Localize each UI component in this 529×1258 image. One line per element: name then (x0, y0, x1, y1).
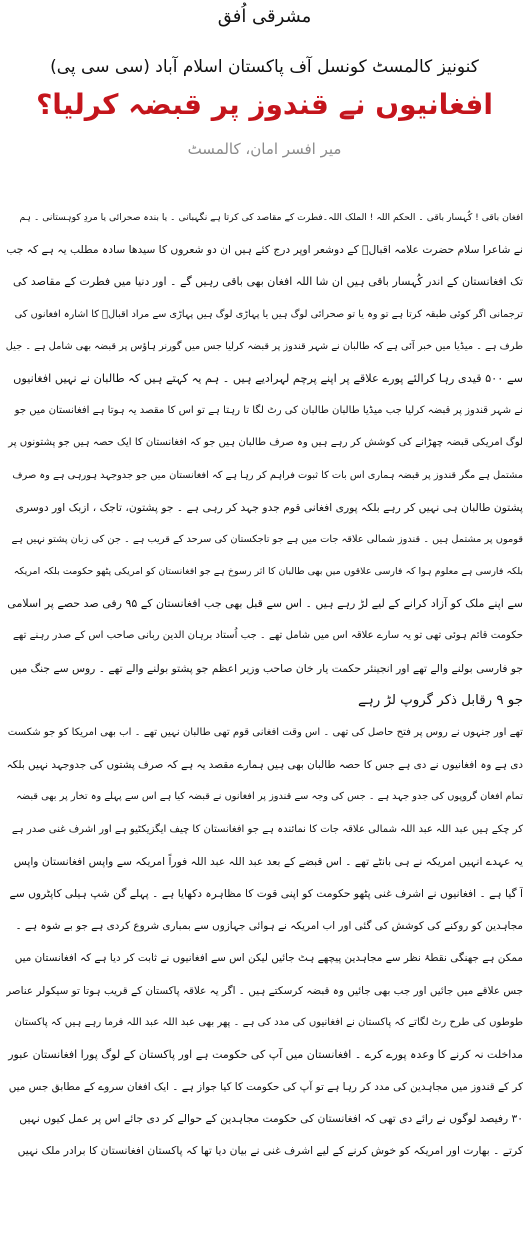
article-line: ترجمانی اگر کوئی طبقہ کرتا ہے تو وہ یا تو صحرائی لوگ ہیں یا پہاڑی لوگ ہیں پہاڑی سے مراد اقبالؒ کا اشارہ افغانوں کی (14, 308, 523, 320)
article-line: سے اپنے ملک کو آزاد کرانے کے لیے لڑ رہے ہیں ۔ اس سے قبل بھی جب افغانستان کے ۹۵ رفی صد حصے پر اسلامی (7, 597, 523, 611)
article-line: قوموں پر مشتمل ہیں ۔ قندوز شمالی علاقہ جات میں ہے جو تاجکستان کی سرحد کے قریب ہے ۔ جن کی زبان پشتو نہیں ہے (11, 533, 523, 545)
article-line: مداخلت نہ کرنے کا وعدہ پورے کرے ۔ افغانستان میں آپ کی حکومت ہے اور پاکستان کے لوگ پورا افغانستان عبور (8, 1047, 523, 1061)
article-line: لوگ امریکی قبضہ چھڑانے کی کوشش کر رہے ہیں وہ صرف طالبان ہیں جو کہ افغانستان کا ایک حصہ ہیں جو پشتونوں پر (8, 437, 523, 449)
article-line: جو ۹ رقابل ذکر گروپ لڑ رہے (358, 692, 523, 708)
article-line: کر چکے ہیں عبد اللہ عبد اللہ شمالی علاقہ جات کا نمائندہ ہے جو افغانستان کا چیف ایگزیکٹیو ہے اور اشرف غنی صدر ہے (11, 823, 523, 835)
article-line: پشتون طالبان ہی نہیں کر رہے بلکہ پوری افغانی قوم جدو جہد کر رہی ہے ۔ جو پشتون، تاجک ، ازبک اور دوسری (15, 500, 523, 514)
organization-name: کنونیز کالمسٹ کونسل آف پاکستان اسلام آباد (سی سی پی) (50, 57, 479, 77)
article-body (6, 202, 523, 1168)
article-line: جو فارسی بولنے والے تھے اور انجینئر حکمت یار خان صاحب وزیر اعظم جو پشتو بولنے والے تھے ۔ روس سے جنگ میں (10, 661, 523, 675)
article-line: مجاہدین کو روکنے کی کوشش کی گئی اور اب امریکہ نے ہوائی جہازوں سے بمباری شروع کردی ہے جو بے شوہ ہے ۔ (15, 920, 523, 933)
article-line: کر کے قندوز میں مجاہدین کی مدد کر رہا ہے تو آپ کی حکومت کا کیا جواز ہے ۔ ایک افغان سروے کے مطابق جس میں (8, 1081, 523, 1094)
article-line: آ گیا ہے ۔ افغانیوں نے اشرف غنی پٹھو حکومت کو اپنی قوت کا مظاہرہ دکھایا ہے ۔ پہلے گن شپ ہیلی کاپٹروں سے (9, 886, 523, 900)
article-line: ۳۰ رفیصد لوگوں نے رائے دی تھی کہ افغانستان کی حکومت مجاہدین کے حوالے کر دی جائے اس پر عمل کیوں نہیں (19, 1112, 523, 1126)
article-line: مشتمل ہے مگر قندوز پر قبضہ ہماری اس بات کا ثبوت فراہم کر رہا ہے کہ افغانستان میں جو جدوجہد ہورہی ہے وہ صرف (12, 469, 523, 481)
article-line: جس علاقے میں جائیں اور جب بھی جائیں وہ قبضہ کرسکتے ہیں ۔ اگر یہ علاقہ پاکستان کے قریب ہوتا تو سیکولر عناصر (6, 984, 523, 997)
article-line: طرف ہے ۔ میڈیا میں خبر آئی ہے کہ طالبان نے شہر قندوز پر قبضہ کرلیا جس میں گورنر ہاؤس پر قبضہ بھی شامل ہے ۔ جیل (6, 340, 523, 352)
article-line: بلکہ فارسی ہے معلوم ہوا کہ فارسی علاقوں میں بھی طالبان کا اثر رسوخ ہے جو افغانستان کو امریکی پٹھو حکومت بلکہ امریکہ (13, 566, 523, 578)
article-line: افغان باقی ! کُہسار باقی ۔ الحکم اللہ ! الملک اللہ۔فطرت کے مقاصد کی کرتا ہے نگہبانی ۔ یا بندہ صحرائی یا مردِ کوہستانی ۔ ہم (19, 212, 523, 223)
article-line: یہ عہدے انہیں امریکہ نے ہی بانٹے تھے ۔ اس قبضے کے بعد عبد اللہ عبد اللہ فوراً امریکہ سے واپس افغانستان واپس (13, 854, 523, 868)
column-series-title: مشرقی اُفق (217, 6, 312, 27)
article-line: دی ہے وہ افغانیوں نے دی ہے جس کا حصہ طالبان بھی ہیں ہمارے مقصد یہ ہے کہ صرف پشتوں کی جدوجہد نہیں بلکہ (6, 759, 523, 772)
article-line: ممکن ہے جھنگی نقطۂ نظر سے مجاہدین پیچھے ہٹ جائیں لیکن اس سے افغانیوں نے ثابت کر دیا ہے کہ افغانستان میں (14, 952, 523, 965)
article-line: سے ۵۰۰ قیدی رہا کرالئے پورے علاقے پر اپنے پرچم لہرادیے ہیں ۔ ہم یہ کہتے ہیں کہ طالبان نے نہیں افغانیوں (13, 371, 523, 385)
article-line: کرتے ۔ بھارت اور امریکہ کو خوش کرنے کے لیے اشرف غنی نے بیان دیا تھا کہ پاکستان افغانستان کا برادر ملک نہیں (17, 1144, 523, 1158)
author-byline: میر افسر امان، کالمسٹ (187, 140, 342, 158)
article-line: تک افغانستان کے اندر کُہسار باقی ہیں ان شا اللہ افغان بھی باقی رہیں گے ۔ اور دنیا میں فطرت کے مقاصد کی (12, 275, 523, 289)
article-line: نے شاعرا سلام حضرت علامہ اقبالؒ کے دوشعر اوپر درج کئے ہیں ان دو شعروں کا سیدھا سادہ مطلب یہ ہے کہ جب (6, 243, 523, 257)
article-line: نے شہر قندوز پر قبضہ کرلیا جب میڈیا طالبان طالبان کی رٹ لگا تا رہتا ہے تو اس کا مقصد یہ ہوتا ہے افغانستان میں جو (14, 405, 523, 417)
article-line: تمام افغان گروپوں کی جدو جہد ہے ۔ جس کی وجہ سے قندوز پر افغانوں نے قبضہ کیا ہے اس سے پہلے وہ تخار پر بھی قبضہ (16, 791, 523, 803)
article-headline: افغانیوں نے قندوز پر قبضہ کرلیا؟ (36, 88, 493, 121)
article-line: تھے اور جنہوں نے روس پر فتح حاصل کی تھی ۔ اس وقت افغانی قوم تھی طالبان نہیں تھے ۔ اب بھی امریکا کو جو شکست (7, 727, 523, 738)
article-line: طوطوں کی طرح رٹ لگاتے کہ پاکستان نے افغانیوں کی مدد کی ہے ۔ پھر بھی عبد اللہ عبد اللہ فرما رہے ہیں کہ پاکستان (14, 1016, 523, 1028)
article-line: حکومت قائم ہوئی تھی تو یہ سارے علاقہ اس میں شامل تھے ۔ جب اُستاد برہان الدین ربانی صاحب اس کے صدر رہنے تھے (13, 630, 523, 642)
